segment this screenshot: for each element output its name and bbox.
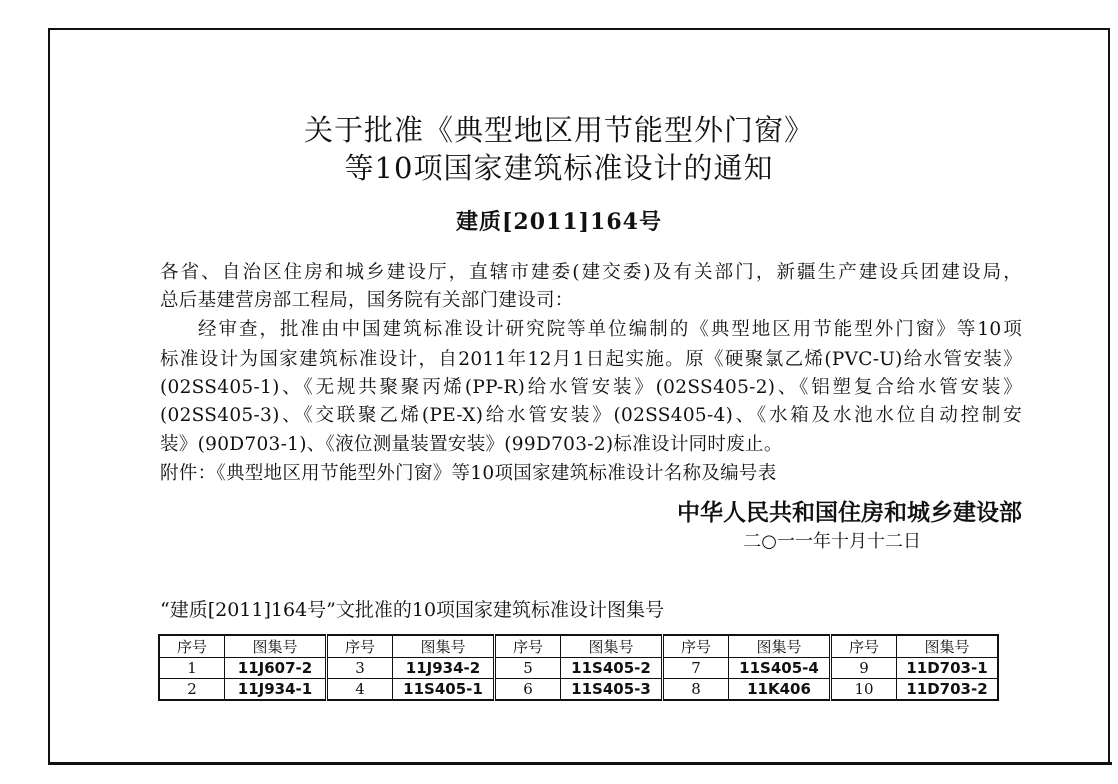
header-code: 图集号 <box>225 635 327 658</box>
header-seq: 序号 <box>159 635 225 658</box>
header-code: 图集号 <box>897 635 999 658</box>
table-row <box>159 658 998 679</box>
signature-date: 二○一一年十月十二日 <box>743 531 921 552</box>
header-code: 图集号 <box>393 635 495 658</box>
paragraph-line5: 装》(90D703-1)、《液位测量装置安装》(99D703-2)标准设计同时废止。 <box>160 434 783 455</box>
atlas-code-cell: 11K406 <box>729 679 831 701</box>
notice-title-line2: 等10项国家建筑标准设计的通知 <box>344 151 774 185</box>
atlas-code-cell: 11S405-1 <box>393 679 495 701</box>
header-seq: 序号 <box>327 635 393 658</box>
paragraph-line3: (02SS405-1)、《无规共聚聚丙烯(PP-R)给水管安装》(02SS405-2)、《铝塑复合给水管安装》 <box>160 377 1022 398</box>
seq-cell: 7 <box>663 658 729 679</box>
addressee-line1: 各省、自治区住房和城乡建设厅，直辖市建委(建交委)及有关部门，新疆生产建设兵团建设局， <box>160 262 1022 283</box>
seq-cell: 3 <box>327 658 393 679</box>
paragraph-line4: (02SS405-3)、《交联聚乙烯(PE-X)给水管安装》(02SS405-4)、《水箱及水池水位自动控制安 <box>160 405 1022 426</box>
header-seq: 序号 <box>495 635 561 658</box>
paragraph-line1: 经审查，批准由中国建筑标准设计研究院等单位编制的《典型地区用节能型外门窗》等10项 <box>198 319 1022 340</box>
atlas-code-cell: 11J934-2 <box>393 658 495 679</box>
seq-cell: 4 <box>327 679 393 701</box>
header-code: 图集号 <box>561 635 663 658</box>
seq-cell: 2 <box>159 679 225 701</box>
atlas-code-cell: 11S405-2 <box>561 658 663 679</box>
attachment-line: 附件：《典型地区用节能型外门窗》等10项国家建筑标准设计名称及编号表 <box>160 463 777 484</box>
table-caption: “建质[2011]164号”文批准的10项国家建筑标准设计图集号 <box>160 599 665 621</box>
seq-cell: 5 <box>495 658 561 679</box>
page-border-bottom <box>48 762 1112 765</box>
notice-title-line1: 关于批准《典型地区用节能型外门窗》 <box>303 113 814 147</box>
atlas-number-table <box>158 634 999 701</box>
atlas-code-cell: 11J607-2 <box>225 658 327 679</box>
paragraph-line2: 标准设计为国家建筑标准设计，自2011年12月1日起实施。原《硬聚氯乙烯(PVC-U)给水管安装》 <box>160 349 1022 370</box>
header-code: 图集号 <box>729 635 831 658</box>
header-seq: 序号 <box>831 635 897 658</box>
seq-cell: 1 <box>159 658 225 679</box>
atlas-code-cell: 11S405-3 <box>561 679 663 701</box>
header-seq: 序号 <box>663 635 729 658</box>
seq-cell: 10 <box>831 679 897 701</box>
atlas-code-cell: 11D703-2 <box>897 679 999 701</box>
seq-cell: 9 <box>831 658 897 679</box>
seq-cell: 8 <box>663 679 729 701</box>
atlas-code-cell: 11J934-1 <box>225 679 327 701</box>
addressee-line2: 总后基建营房部工程局，国务院有关部门建设司： <box>160 290 574 311</box>
signature-organization: 中华人民共和国住房和城乡建设部 <box>677 500 1022 526</box>
atlas-code-cell: 11S405-4 <box>729 658 831 679</box>
table-row <box>159 679 998 701</box>
atlas-code-cell: 11D703-1 <box>897 658 999 679</box>
seq-cell: 6 <box>495 679 561 701</box>
table-header-row <box>159 635 998 658</box>
document-number: 建质[2011]164号 <box>456 209 662 235</box>
